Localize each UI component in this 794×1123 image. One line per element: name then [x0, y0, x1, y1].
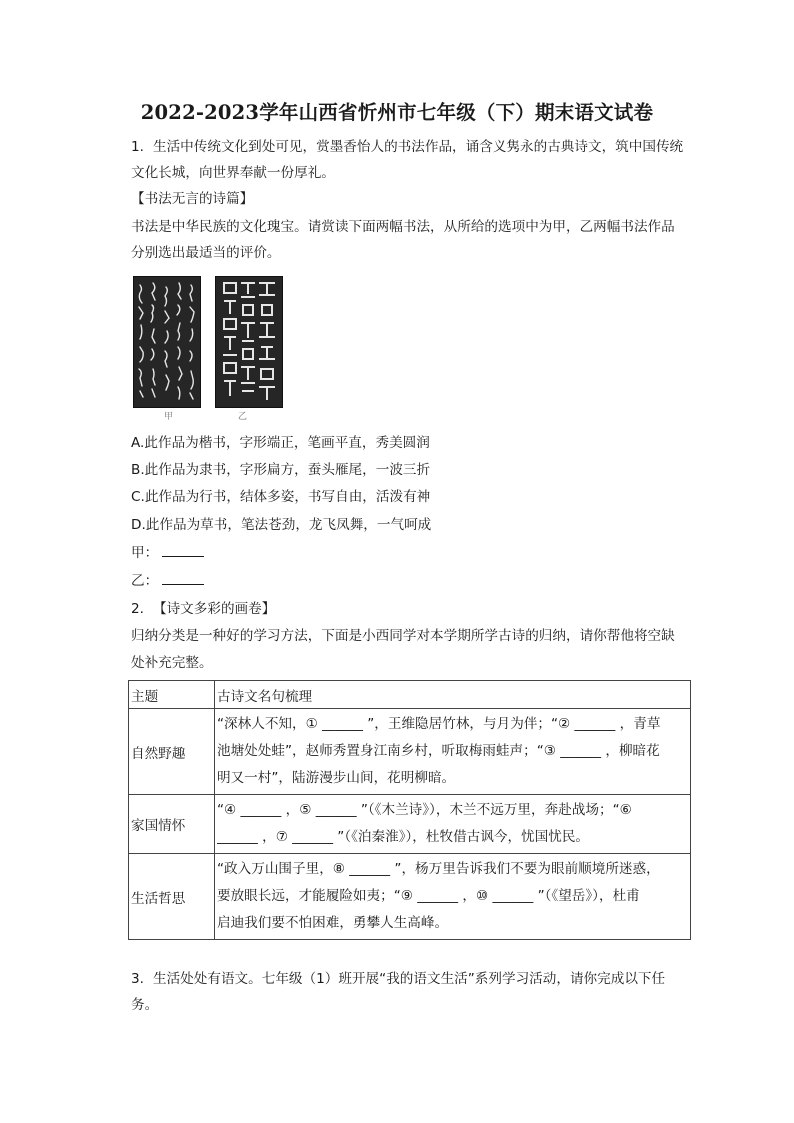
table-header-lines: 古诗文名句梳理 — [215, 681, 691, 709]
table-row — [129, 854, 691, 940]
q3-text-line-2: 务。 — [131, 997, 159, 1013]
q2-heading: 2. 【诗文多彩的画卷】 — [131, 601, 276, 617]
q2-task-line-2: 处补充完整。 — [131, 655, 213, 671]
q1-answer-yi: 乙： — [131, 572, 204, 590]
q1-intro-line-2: 文化长城，向世界奉献一份厚礼。 — [131, 165, 335, 181]
calligraphy-label-jia: 甲 — [164, 412, 174, 422]
table-row-line: ______ ，⑦ ______ ”（《泊秦淮》），杜牧借古讽今，忧国忧民。 — [217, 829, 590, 845]
q1-option-a: A.此作品为楷书，字形端正，笔画平直，秀美圆润 — [131, 435, 430, 451]
q1-answer-jia: 甲： — [131, 544, 204, 562]
table-row-line: “政入万山围子里，⑧ ______ ”，杨万里告诉我们不要为眼前顺境所迷惑， — [217, 861, 660, 877]
table-row-content — [215, 709, 691, 795]
table-row-line: “④ ______ ，⑤ ______ ”（《木兰诗》），木兰不远万里，奔赴战场；“⑥ — [217, 802, 632, 818]
table-row-theme: 生活哲思 — [129, 854, 215, 940]
exam-title: 2022-2023学年山西省忻州市七年级（下）期末语文试卷 — [140, 101, 654, 124]
answer-blank-yi[interactable] — [162, 572, 204, 585]
q1-section-heading: 【书法无言的诗篇】 — [131, 191, 254, 207]
q1-number: 1. — [131, 139, 144, 155]
table-row-line: 池塘处处蛙”，赵师秀置身江南乡村，听取梅雨蛙声；“③ ______ ，柳暗花 — [217, 743, 660, 759]
table-row-theme: 家国情怀 — [129, 795, 215, 854]
q1-option-c: C.此作品为行书，结体多姿，书写自由，活泼有神 — [131, 489, 431, 505]
table-header-row — [129, 681, 691, 709]
table-row-content — [215, 795, 691, 854]
table-row-theme: 自然野趣 — [129, 709, 215, 795]
calligraphy-image-jia — [133, 276, 201, 408]
q2-task-line-1: 归纳分类是一种好的学习方法，下面是小西同学对本学期所学古诗的归纳，请你帮他将空缺 — [131, 628, 675, 644]
calligraphy-image-yi — [215, 276, 283, 408]
q3-number: 3. — [131, 971, 144, 987]
table-row-line: “深林人不知，① ______ ”，王维隐居竹林，与月为伴；“② ______ ，青草 — [217, 716, 661, 732]
table-row — [129, 709, 691, 795]
q1-option-b: B.此作品为隶书，字形扁方，蚕头雁尾，一波三折 — [131, 462, 431, 478]
table-row-line: 要放眼长远，才能履险如夷；“⑨ ______ ，⑩ ______ ”（《望岳》），杜甫 — [217, 888, 640, 904]
table-header-theme: 主题 — [129, 681, 215, 709]
q1-task-line-2: 分别选出最适当的评价。 — [131, 245, 281, 261]
poem-table — [128, 680, 691, 940]
table-row — [129, 795, 691, 854]
q1-option-d: D.此作品为草书，笔法苍劲，龙飞凤舞，一气呵成 — [131, 517, 432, 533]
q2-number: 2. — [131, 601, 144, 617]
answer-blank-jia[interactable] — [162, 544, 204, 557]
table-row-line: 启迪我们要不怕困难，勇攀人生高峰。 — [217, 915, 449, 931]
table-row-content — [215, 854, 691, 940]
q1-intro-line-1: 1. 生活中传统文化到处可见，赏墨香怡人的书法作品，诵含义隽永的古典诗文，筑中国传统 — [131, 139, 684, 155]
table-row-line: 明又一村”，陆游漫步山间，花明柳暗。 — [217, 770, 456, 786]
q3-text-line-1: 3. 生活处处有语文。七年级（1）班开展“我的语文生活”系列学习活动，请你完成以下任 — [131, 971, 666, 987]
calligraphy-label-yi: 乙 — [238, 412, 248, 422]
q1-task-line-1: 书法是中华民族的文化瑰宝。请赏读下面两幅书法，从所给的选项中为甲，乙两幅书法作品 — [131, 219, 675, 235]
